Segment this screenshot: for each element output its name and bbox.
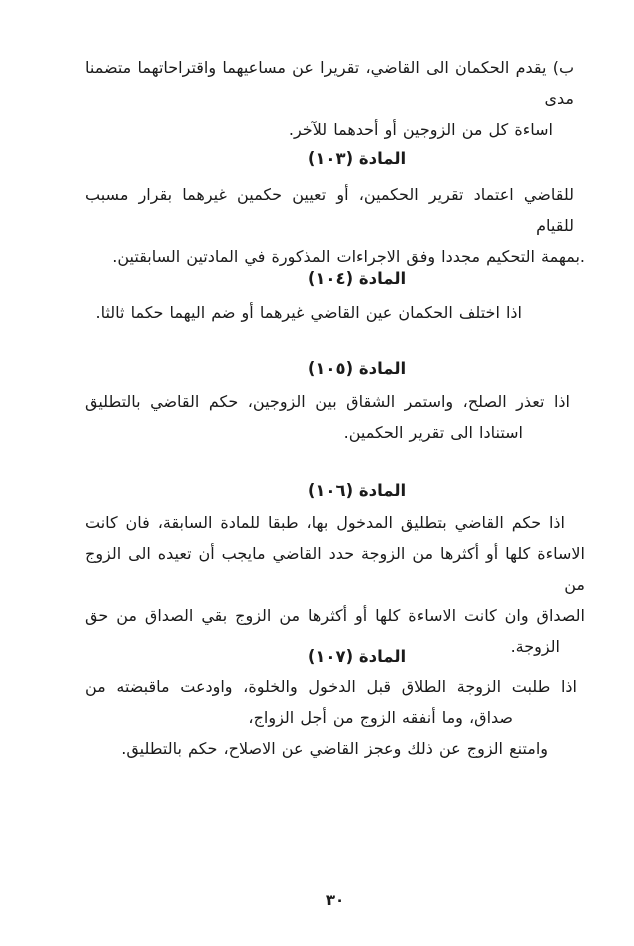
text-line: الصداق وان كانت الاساءة كلها أو أكثرها من الزوج بقي الصداق من حق [85, 606, 585, 625]
article-107-title: المادة (١٠٧) [307, 647, 407, 666]
text-line: اذا تعذر الصلح، واستمر الشقاق بين الزوجين، حكم القاضي بالتطليق [85, 392, 570, 411]
text-line: اذا اختلف الحكمان عين القاضي غيرهما أو ضم اليهما حكما ثالثا. [95, 303, 522, 322]
article-107-body [85, 671, 585, 764]
article-103-title: المادة (١٠٣) [307, 149, 407, 168]
article-103 [85, 146, 585, 172]
article-103-body [85, 179, 585, 272]
text-line: .بمهمة التحكيم مجددا وفق الاجراءات المذكورة في المادتين السابقتين. [112, 247, 585, 266]
text-line: صداق، وما أنفقه الزوج من أجل الزواج، [248, 708, 513, 727]
intro-paragraph [85, 52, 585, 145]
text-line: اذا حكم القاضي بتطليق المدخول بها، طبقا للمادة السابقة، فان كانت [85, 513, 565, 532]
text-line: استنادا الى تقرير الحكمين. [343, 423, 523, 442]
article-105-body [85, 386, 585, 448]
article-106 [85, 478, 585, 504]
text-line: للقاضي اعتماد تقرير الحكمين، أو تعيين حكمين غيرهما بقرار مسبب للقيام [85, 185, 574, 235]
article-107 [85, 644, 585, 670]
page-number: ٣٠ [325, 891, 345, 909]
text-line: اساءة كل من الزوجين أو أحدهما للآخر. [288, 120, 553, 139]
article-104-title: المادة (١٠٤) [307, 269, 407, 288]
article-106-body [85, 507, 585, 662]
article-105-title: المادة (١٠٥) [307, 359, 407, 378]
text-line: ب) يقدم الحكمان الى القاضي، تقريرا عن مساعيهما واقتراحاتهما متضمنا مدى [85, 58, 574, 108]
text-line: اذا طلبت الزوجة الطلاق قبل الدخول والخلوة، واودعت ماقبضته من [85, 677, 577, 696]
article-104 [85, 266, 585, 292]
text-line: الزوجة. [510, 637, 560, 656]
article-104-body [85, 297, 585, 328]
article-105 [85, 356, 585, 382]
article-106-title: المادة (١٠٦) [307, 481, 407, 500]
text-line: الاساءة كلها أو أكثرها من الزوجة حدد القاضي مايجب أن تعيده الى الزوج من [85, 544, 585, 594]
text-line: وامتنع الزوج عن ذلك وعجز القاضي عن الاصلاح، حكم بالتطليق. [121, 739, 548, 758]
